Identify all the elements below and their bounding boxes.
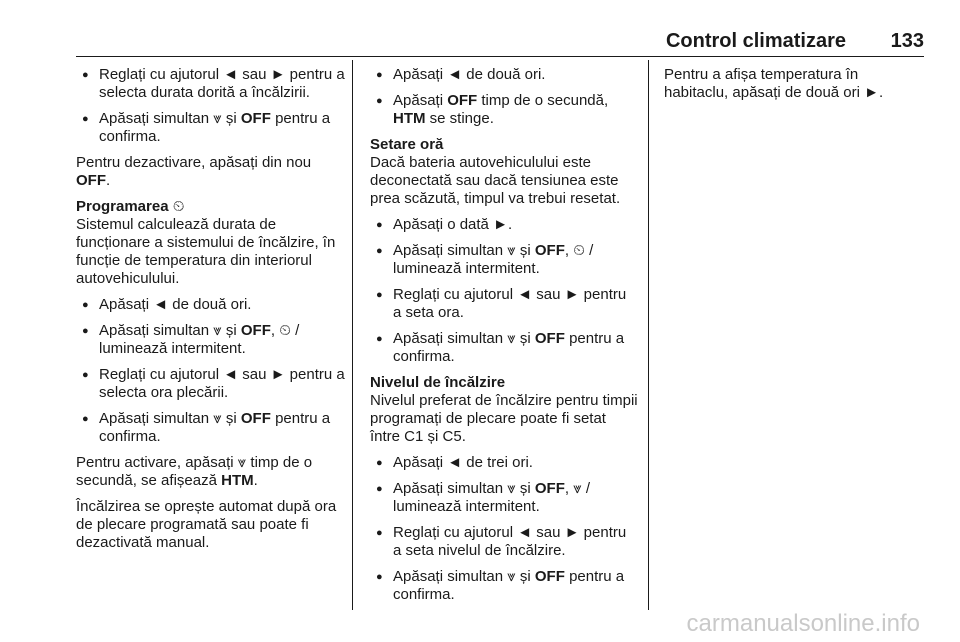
column-divider-2 [648, 60, 649, 610]
left-arrow-icon: ◄ [517, 524, 533, 541]
list-item: ● Apăsați simultan ⩔ și OFF pentru a confirma. [370, 330, 638, 366]
page-title: Control climatizare [665, 30, 846, 52]
clock-icon: ⏲ [279, 322, 291, 339]
paragraph: Sistemul calculează durata de funcționare a sistemului de încălzire, în funcție de temperatura din interiorul autovehiculului. [76, 216, 336, 287]
right-arrow-icon: ► [864, 84, 880, 101]
clock-icon: ⏲ [172, 198, 185, 215]
list-item: ● Reglați cu ajutorul ◄ sau ► pentru a seta ora. [370, 286, 638, 322]
list-item: ● Apăsați o dată ►. [370, 216, 638, 234]
heat-icon: ⩔ [507, 242, 516, 259]
paragraph: Nivelul preferat de încălzire pentru timpii programați de plecare poate fi setat între C1 și C5. [370, 392, 638, 445]
left-arrow-icon: ◄ [447, 454, 463, 471]
left-arrow-icon: ◄ [447, 66, 463, 83]
left-arrow-icon: ◄ [223, 366, 239, 383]
header-divider [76, 56, 924, 57]
list-item: ● Reglați cu ajutorul ◄ sau ► pentru a seta nivelul de încălzire. [370, 524, 638, 560]
column-1 [76, 66, 346, 560]
right-arrow-icon: ► [270, 66, 286, 83]
column-3 [664, 66, 926, 110]
paragraph: Pentru dezactivare, apăsați din nou OFF. [76, 154, 312, 189]
left-arrow-icon: ◄ [223, 66, 239, 83]
list-item: ● Reglați cu ajutorul ◄ sau ► pentru a selecta durata dorită a încălzirii. [76, 66, 346, 102]
section-heading: Programarea ⏲ [76, 198, 185, 215]
paragraph: Dacă bateria autovehiculului este deconectată sau dacă tensiunea este prea scăzută, timpul va trebui resetat. [370, 154, 621, 207]
list-item: ● Apăsați simultan ⩔ și OFF, ⏲ / luminează intermitent. [370, 242, 638, 278]
list-item: ● Apăsați simultan ⩔ și OFF pentru a confirma. [370, 568, 638, 604]
right-arrow-icon: ► [564, 286, 580, 303]
heat-icon: ⩔ [507, 568, 516, 585]
column-2 [370, 66, 638, 612]
paragraph: Încălzirea se oprește automat după ora de plecare programată sau poate fi dezactivată manual. [76, 498, 337, 551]
right-arrow-icon: ► [564, 524, 580, 541]
list-item: ● Apăsați simultan ⩔ și OFF pentru a confirma. [76, 410, 346, 446]
heat-icon: ⩔ [507, 330, 516, 347]
right-arrow-icon: ► [270, 366, 286, 383]
clock-icon: ⏲ [573, 242, 585, 259]
list-item: ● Apăsați ◄ de două ori. [370, 66, 638, 84]
heat-icon: ⩔ [507, 480, 516, 497]
heat-icon: ⩔ [237, 454, 247, 471]
list-item: ● Reglați cu ajutorul ◄ sau ► pentru a selecta ora plecării. [76, 366, 346, 402]
heat-icon: ⩔ [213, 110, 222, 127]
left-arrow-icon: ◄ [153, 296, 169, 313]
column-divider-1 [352, 60, 353, 610]
page-number: 133 [890, 30, 924, 52]
watermark: carmanualsonline.info [686, 610, 920, 637]
right-arrow-icon: ► [493, 216, 508, 233]
page-header [76, 30, 924, 54]
list-item: ● Apăsați OFF timp de o secundă, HTM se stinge. [370, 92, 638, 128]
section-heading: Setare oră [370, 136, 444, 153]
paragraph: Pentru a afișa temperatura în habitaclu, apăsați de două ori ►. [664, 66, 884, 101]
list-item: ● Apăsați simultan ⩔ și OFF, ⩔ / luminează intermitent. [370, 480, 638, 516]
left-arrow-icon: ◄ [517, 286, 533, 303]
paragraph: Pentru activare, apăsați ⩔ timp de o secundă, se afișează HTM. [76, 454, 313, 489]
section-heading: Nivelul de încălzire [370, 374, 506, 391]
heat-icon: ⩔ [573, 480, 582, 497]
list-item: ● Apăsați ◄ de trei ori. [370, 454, 638, 472]
heat-icon: ⩔ [213, 410, 222, 427]
list-item: ● Apăsați ◄ de două ori. [76, 296, 346, 314]
heat-icon: ⩔ [213, 322, 222, 339]
list-item: ● Apăsați simultan ⩔ și OFF, ⏲ / luminează intermitent. [76, 322, 346, 358]
list-item: ● Apăsați simultan ⩔ și OFF pentru a confirma. [76, 110, 346, 146]
